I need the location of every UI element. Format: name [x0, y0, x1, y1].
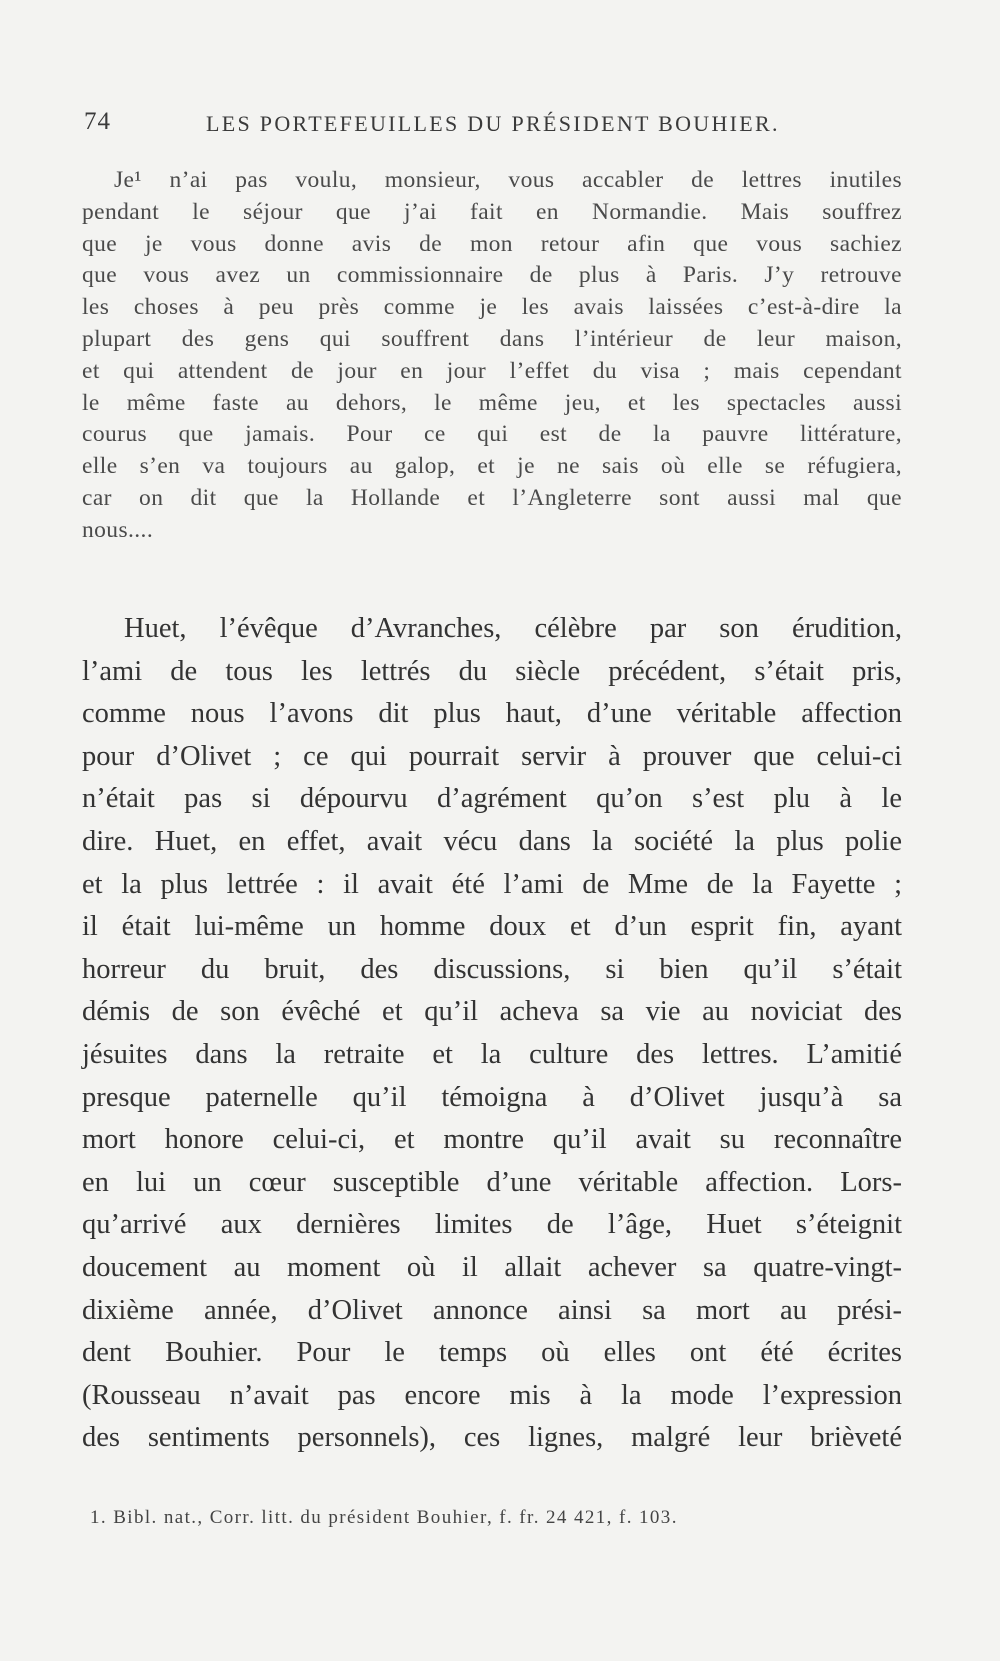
- letter-line: et qui attendent de jour en jour l’effet du visa ; mais cependant: [82, 357, 902, 384]
- page-number: 74: [84, 108, 111, 135]
- body-line: des sentiments personnels), ces lignes, malgré leur brièveté: [82, 1422, 902, 1454]
- body-line: presque paternelle qu’il témoigna à d’Olivet jusqu’à sa: [82, 1081, 902, 1113]
- quoted-letter: [82, 165, 902, 547]
- body-line: comme nous l’avons dit plus haut, d’une véritable affection: [82, 698, 902, 730]
- body-line: l’ami de tous les lettrés du siècle précédent, s’était pris,: [82, 655, 902, 687]
- body-line: dixième année, d’Olivet annonce ainsi sa mort au prési-: [82, 1294, 902, 1326]
- body-paragraph: [82, 608, 902, 1460]
- letter-line: car on dit que la Hollande et l’Angleterre sont aussi mal que: [82, 484, 902, 511]
- body-line: n’était pas si dépourvu d’agrément qu’on s’est plu à le: [82, 783, 902, 815]
- letter-line: courus que jamais. Pour ce qui est de la pauvre littérature,: [82, 421, 902, 448]
- body-line: il était lui-même un homme doux et d’un esprit fin, ayant: [82, 911, 902, 943]
- letter-line: plupart des gens qui souffrent dans l’intérieur de leur maison,: [82, 325, 902, 352]
- body-line: mort honore celui-ci, et montre qu’il avait su reconnaître: [82, 1124, 902, 1156]
- letter-line: le même faste au dehors, le même jeu, et les spectacles aussi: [82, 389, 902, 416]
- body-line: dent Bouhier. Pour le temps où elles ont été écrites: [82, 1337, 902, 1369]
- letter-line: pendant le séjour que j’ai fait en Normandie. Mais souffrez: [82, 198, 902, 225]
- letter-line: nous....: [82, 516, 154, 543]
- running-title: LES PORTEFEUILLES DU PRÉSIDENT BOUHIER.: [206, 111, 780, 136]
- letter-line: Je¹ n’ai pas voulu, monsieur, vous accabler de lettres inutiles: [114, 167, 902, 193]
- body-line: dire. Huet, en effet, avait vécu dans la société la plus polie: [82, 825, 902, 857]
- letter-line: les choses à peu près comme je les avais laissées c’est-à-dire la: [82, 294, 902, 321]
- letter-line: que vous avez un commissionnaire de plus à Paris. J’y retrouve: [82, 262, 902, 289]
- footnote: 1. Bibl. nat., Corr. litt. du président Bouhier, f. fr. 24 421, f. 103.: [90, 1507, 678, 1528]
- body-line: horreur du bruit, des discussions, si bien qu’il s’était: [82, 953, 902, 985]
- letter-line: elle s’en va toujours au galop, et je ne sais où elle se réfugiera,: [82, 453, 902, 480]
- body-line: en lui un cœur susceptible d’une véritable affection. Lors-: [82, 1166, 902, 1198]
- body-line: jésuites dans la retraite et la culture des lettres. L’amitié: [82, 1038, 902, 1070]
- body-line: et la plus lettrée : il avait été l’ami de Mme de la Fayette ;: [82, 868, 902, 900]
- body-line: démis de son évêché et qu’il acheva sa vie au noviciat des: [82, 996, 902, 1028]
- body-line: doucement au moment où il allait achever sa quatre-vingt-: [82, 1251, 902, 1283]
- running-head: [84, 108, 824, 138]
- body-line: (Rousseau n’avait pas encore mis à la mode l’expression: [82, 1379, 902, 1411]
- body-line: Huet, l’évêque d’Avranches, célèbre par son érudition,: [124, 613, 902, 644]
- letter-line: que je vous donne avis de mon retour afin que vous sachiez: [82, 230, 902, 257]
- body-line: qu’arrivé aux dernières limites de l’âge, Huet s’éteignit: [82, 1209, 902, 1241]
- body-line: pour d’Olivet ; ce qui pourrait servir à prouver que celui-ci: [82, 740, 902, 772]
